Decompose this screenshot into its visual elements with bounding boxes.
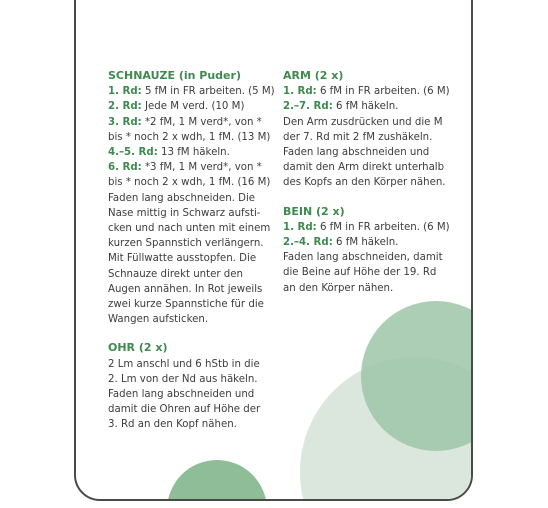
section-title: BEIN (2 x) bbox=[283, 204, 345, 218]
instruction-line bbox=[108, 357, 278, 372]
instruction-line bbox=[108, 84, 278, 99]
instruction-line bbox=[283, 99, 453, 114]
instruction-line bbox=[283, 160, 453, 175]
instruction-line bbox=[108, 417, 278, 432]
instruction-line bbox=[108, 160, 278, 175]
instruction-text: an den Körper nähen. bbox=[283, 282, 394, 294]
instruction-text: 2. Lm von der Nd aus häkeln. bbox=[108, 373, 258, 385]
instruction-line bbox=[283, 281, 453, 296]
round-label: 2. Rd: bbox=[108, 101, 142, 113]
instruction-text: Faden lang abschneiden. Die bbox=[108, 192, 256, 204]
instruction-line bbox=[283, 235, 453, 250]
instruction-line bbox=[283, 220, 453, 235]
section-schnauze bbox=[108, 68, 278, 327]
round-label: 4.–5. Rd: bbox=[108, 147, 158, 159]
instruction-line bbox=[108, 175, 278, 190]
instruction-text: 6 fM in FR arbeiten. (6 M) bbox=[316, 221, 450, 233]
round-label: 3. Rd: bbox=[108, 116, 142, 128]
instruction-line bbox=[108, 221, 278, 236]
instruction-text: der 7. Rd mit 2 fM zushäkeln. bbox=[283, 131, 433, 143]
instruction-line bbox=[108, 372, 278, 387]
instruction-text: zwei kurze Spannstiche für die bbox=[108, 299, 264, 311]
section-ohr bbox=[108, 340, 278, 432]
round-label: 1. Rd: bbox=[283, 86, 317, 98]
instruction-line bbox=[108, 99, 278, 114]
instruction-line bbox=[283, 175, 453, 190]
round-label: 6. Rd: bbox=[108, 162, 142, 174]
instruction-text: 2 Lm anschl und 6 hStb in die bbox=[108, 358, 260, 370]
instruction-text: 3. Rd an den Kopf nähen. bbox=[108, 419, 237, 431]
instruction-line bbox=[108, 130, 278, 145]
instruction-text: Mit Füllwatte ausstopfen. Die bbox=[108, 253, 257, 265]
instruction-line bbox=[108, 297, 278, 312]
instruction-text: die Beine auf Höhe der 19. Rd bbox=[283, 267, 437, 279]
section-lines bbox=[283, 84, 453, 190]
instruction-line bbox=[108, 236, 278, 251]
instruction-text: Wangen aufsticken. bbox=[108, 314, 209, 326]
instruction-text: 13 fM häkeln. bbox=[157, 147, 230, 159]
instruction-text: *2 fM, 1 M verd*, von * bbox=[141, 116, 262, 128]
instruction-text: cken und nach unten mit einem bbox=[108, 223, 271, 235]
instruction-line bbox=[108, 387, 278, 402]
instruction-text: 6 fM häkeln. bbox=[332, 237, 399, 249]
instruction-line bbox=[108, 115, 278, 130]
instruction-text: kurzen Spannstich verlängern. bbox=[108, 238, 264, 250]
right-column bbox=[283, 68, 453, 296]
instruction-text: bis * noch 2 x wdh, 1 fM. (16 M) bbox=[108, 177, 271, 189]
instruction-line bbox=[108, 267, 278, 282]
instruction-text: bis * noch 2 x wdh, 1 fM. (13 M) bbox=[108, 131, 271, 143]
instruction-text: Augen annähen. In Rot jeweils bbox=[108, 283, 263, 295]
instruction-text: Den Arm zusdrücken und die M bbox=[283, 116, 443, 128]
instruction-text: Jede M verd. (10 M) bbox=[141, 101, 245, 113]
round-label: 1. Rd: bbox=[283, 221, 317, 233]
instruction-text: 6 fM häkeln. bbox=[332, 101, 399, 113]
section-title: SCHNAUZE (in Puder) bbox=[108, 69, 241, 82]
instruction-line bbox=[108, 251, 278, 266]
instruction-line bbox=[108, 191, 278, 206]
instruction-line bbox=[283, 84, 453, 99]
instruction-line bbox=[108, 206, 278, 221]
section-lines bbox=[108, 84, 278, 327]
instruction-line bbox=[283, 130, 453, 145]
instruction-line bbox=[283, 115, 453, 130]
section-arm bbox=[283, 68, 453, 191]
instruction-text: damit die Ohren auf Höhe der bbox=[108, 404, 261, 416]
round-label: 2.–4. Rd: bbox=[283, 237, 333, 249]
instruction-line bbox=[108, 145, 278, 160]
instruction-text: *3 fM, 1 M verd*, von * bbox=[141, 162, 262, 174]
section-lines bbox=[283, 220, 453, 296]
instruction-text: Faden lang abschneiden und bbox=[283, 147, 430, 159]
instruction-line bbox=[108, 402, 278, 417]
instruction-text: Schnauze direkt unter den bbox=[108, 268, 243, 280]
instruction-text: damit den Arm direkt unterhalb bbox=[283, 162, 445, 174]
instruction-text: 6 fM in FR arbeiten. (6 M) bbox=[316, 86, 450, 98]
instruction-text: 5 fM in FR arbeiten. (5 M) bbox=[141, 86, 275, 98]
instruction-line bbox=[283, 250, 453, 265]
instruction-text: Nase mittig in Schwarz aufsti- bbox=[108, 207, 261, 219]
round-label: 1. Rd: bbox=[108, 86, 142, 98]
section-title: ARM (2 x) bbox=[283, 69, 344, 82]
section-lines bbox=[108, 357, 278, 433]
instruction-text: des Kopfs an den Körper nähen. bbox=[283, 177, 446, 189]
instruction-text: Faden lang abschneiden, damit bbox=[283, 252, 443, 264]
round-label: 2.–7. Rd: bbox=[283, 101, 333, 113]
section-title: OHR (2 x) bbox=[108, 341, 168, 355]
instruction-line bbox=[283, 265, 453, 280]
section-bein bbox=[283, 204, 453, 296]
instruction-line bbox=[283, 145, 453, 160]
left-column bbox=[108, 68, 278, 433]
instruction-text: Faden lang abschneiden und bbox=[108, 389, 255, 401]
instruction-line bbox=[108, 312, 278, 327]
instruction-line bbox=[108, 282, 278, 297]
decor-circle-bottom bbox=[167, 460, 267, 501]
